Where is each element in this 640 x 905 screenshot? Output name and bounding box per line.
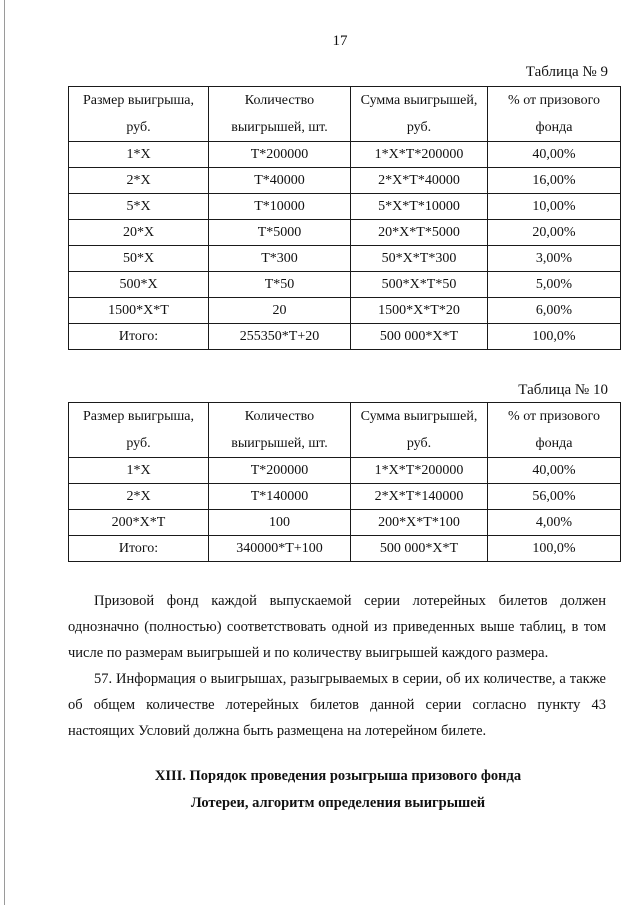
table-cell: 16,00% — [488, 168, 621, 194]
table-cell: 200*X*T*100 — [351, 510, 488, 536]
table-cell: T*200000 — [209, 458, 351, 484]
table-cell: T*140000 — [209, 484, 351, 510]
table-row — [69, 246, 621, 272]
section-heading-line-1: XIII. Порядок проведения розыгрыша призового фонда — [154, 768, 522, 784]
table-cell: 1500*X*T — [69, 298, 209, 324]
table-cell: 40,00% — [488, 142, 621, 168]
table-cell: 5,00% — [488, 272, 621, 298]
table-cell: 255350*T+20 — [209, 324, 351, 350]
table-cell: 2*X*T*40000 — [351, 168, 488, 194]
table-cell: 100,0% — [488, 324, 621, 350]
table-cell: 20 — [209, 298, 351, 324]
table-cell: T*5000 — [209, 220, 351, 246]
page-number: 17 — [332, 33, 348, 49]
header-cell-prize-size: Размер выигрыша, руб. — [69, 403, 209, 458]
table-cell: T*300 — [209, 246, 351, 272]
table-row — [69, 510, 621, 536]
prize-fund-paragraph: Призовой фонд каждой выпускаемой серии лотерейных билетов должен однозначно (полностью) соответствовать одной из приведенных выше таблиц, в том числе по размерам выигрышей и по количеству выигрышей каждого размера. — [68, 593, 606, 661]
clause-57-paragraph: 57. Информация о выигрышах, разыгрываемых в серии, об их количестве, а также об общем количестве лотерейных билетов данной серии согласно пункту 43 настоящих Условий должна быть размещена на лотерейном билете. — [68, 671, 606, 739]
table-10-caption: Таблица № 10 — [518, 382, 608, 398]
table-cell: 340000*T+100 — [209, 536, 351, 562]
table-row — [69, 194, 621, 220]
table-total-row — [69, 536, 621, 562]
table-cell: T*40000 — [209, 168, 351, 194]
table-cell: T*10000 — [209, 194, 351, 220]
table-cell: 1500*X*T*20 — [351, 298, 488, 324]
table-cell: 56,00% — [488, 484, 621, 510]
table-cell: 500*X*T*50 — [351, 272, 488, 298]
table-row — [69, 142, 621, 168]
header-cell-sum: Сумма выигрышей, руб. — [351, 87, 488, 142]
table-total-row — [69, 324, 621, 350]
table-cell: 2*X*T*140000 — [351, 484, 488, 510]
table-row — [69, 458, 621, 484]
table-cell: 1*X — [69, 142, 209, 168]
table-cell: 50*X*T*300 — [351, 246, 488, 272]
table-9-caption: Таблица № 9 — [525, 64, 608, 80]
table-cell: T*200000 — [209, 142, 351, 168]
table-cell: 1*X — [69, 458, 209, 484]
table-row — [69, 220, 621, 246]
prize-table-10 — [68, 402, 621, 562]
header-cell-sum: Сумма выигрышей, руб. — [351, 403, 488, 458]
table-cell: 4,00% — [488, 510, 621, 536]
table-cell: 40,00% — [488, 458, 621, 484]
page-left-edge — [4, 0, 5, 905]
table-cell: 500*X — [69, 272, 209, 298]
table-cell: Итого: — [69, 536, 209, 562]
table-header-row — [69, 403, 621, 458]
section-heading-line-2: Лотереи, алгоритм определения выигрышей — [190, 795, 486, 811]
header-cell-prize-size: Размер выигрыша, руб. — [69, 87, 209, 142]
prize-table-9 — [68, 86, 621, 350]
table-cell: 6,00% — [488, 298, 621, 324]
table-cell: 20*X — [69, 220, 209, 246]
table-cell: 100,0% — [488, 536, 621, 562]
table-cell: Итого: — [69, 324, 209, 350]
table-cell: 2*X — [69, 168, 209, 194]
table-cell: 200*X*T — [69, 510, 209, 536]
table-cell: 5*X — [69, 194, 209, 220]
table-cell: 5*X*T*10000 — [351, 194, 488, 220]
table-cell: 1*X*T*200000 — [351, 458, 488, 484]
table-cell: 500 000*X*T — [351, 324, 488, 350]
table-cell: 1*X*T*200000 — [351, 142, 488, 168]
table-row — [69, 484, 621, 510]
header-cell-count: Количество выигрышей, шт. — [209, 403, 351, 458]
table-cell: 10,00% — [488, 194, 621, 220]
header-cell-count: Количество выигрышей, шт. — [209, 87, 351, 142]
table-header-row — [69, 87, 621, 142]
table-cell: 50*X — [69, 246, 209, 272]
table-cell: 100 — [209, 510, 351, 536]
table-row — [69, 272, 621, 298]
header-cell-percent: % от призового фонда — [488, 403, 621, 458]
table-cell: T*50 — [209, 272, 351, 298]
table-row — [69, 298, 621, 324]
header-cell-percent: % от призового фонда — [488, 87, 621, 142]
table-cell: 3,00% — [488, 246, 621, 272]
table-row — [69, 168, 621, 194]
table-cell: 2*X — [69, 484, 209, 510]
table-cell: 20*X*T*5000 — [351, 220, 488, 246]
table-cell: 20,00% — [488, 220, 621, 246]
table-cell: 500 000*X*T — [351, 536, 488, 562]
